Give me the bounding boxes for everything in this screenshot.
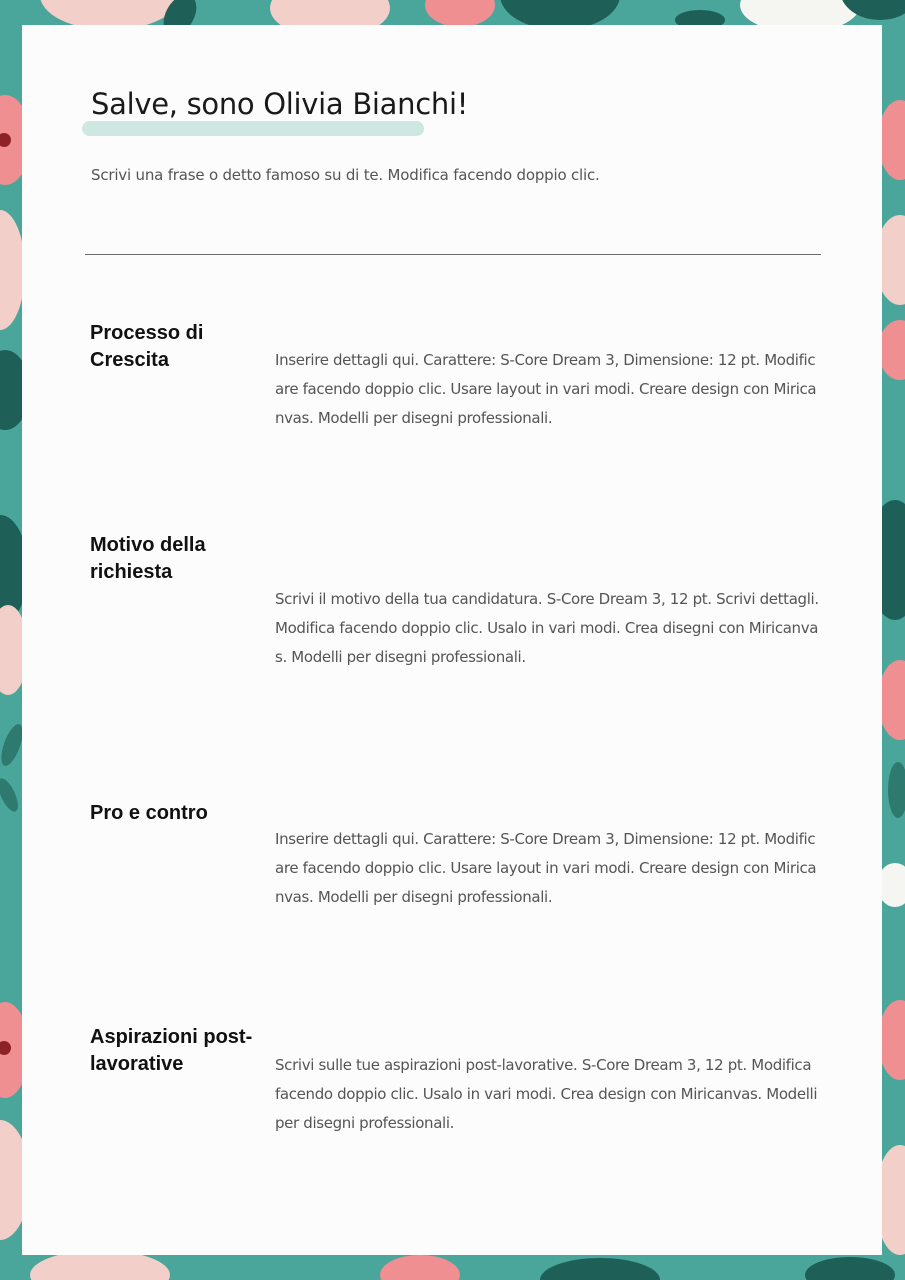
section-title-request-reason: Motivo della richiesta bbox=[90, 534, 206, 583]
section-body-request-reason: Scrivi il motivo della tua candidatura. S-Core Dream 3, 12 pt. Scrivi dettagli. Modifica facendo doppio clic. Usalo in vari modi. Crea disegni con Miricanvas. Modelli per disegni professionali. bbox=[275, 590, 819, 666]
letter-paper bbox=[22, 25, 882, 1255]
section-title-aspirations: Aspirazioni post-lavorative bbox=[90, 1026, 253, 1075]
tagline: Scrivi una frase o detto famoso su di te. Modifica facendo doppio clic. bbox=[91, 166, 600, 184]
section-body-pros-cons: Inserire dettagli qui. Carattere: S-Core Dream 3, Dimensione: 12 pt. Modificare facendo doppio clic. Usare layout in vari modi. Creare design con Miricanvas. Modelli per disegni professionali. bbox=[275, 830, 817, 906]
page-title: Salve, sono Olivia Bianchi! bbox=[91, 87, 469, 121]
header bbox=[82, 87, 468, 121]
divider bbox=[85, 254, 821, 255]
section-body-growth: Inserire dettagli qui. Carattere: S-Core Dream 3, Dimensione: 12 pt. Modificare facendo doppio clic. Usare layout in vari modi. Creare design con Miricanvas. Modelli per disegni professionali. bbox=[275, 351, 817, 427]
title-highlight bbox=[82, 121, 424, 136]
section-title-growth: Processo di Crescita bbox=[90, 322, 204, 371]
section-body-aspirations: Scrivi sulle tue aspirazioni post-lavorative. S-Core Dream 3, 12 pt. Modifica facendo doppio clic. Usalo in vari modi. Crea design con Miricanvas. Modelli per disegni professionali. bbox=[275, 1056, 818, 1132]
section-title-pros-cons: Pro e contro bbox=[90, 802, 208, 824]
